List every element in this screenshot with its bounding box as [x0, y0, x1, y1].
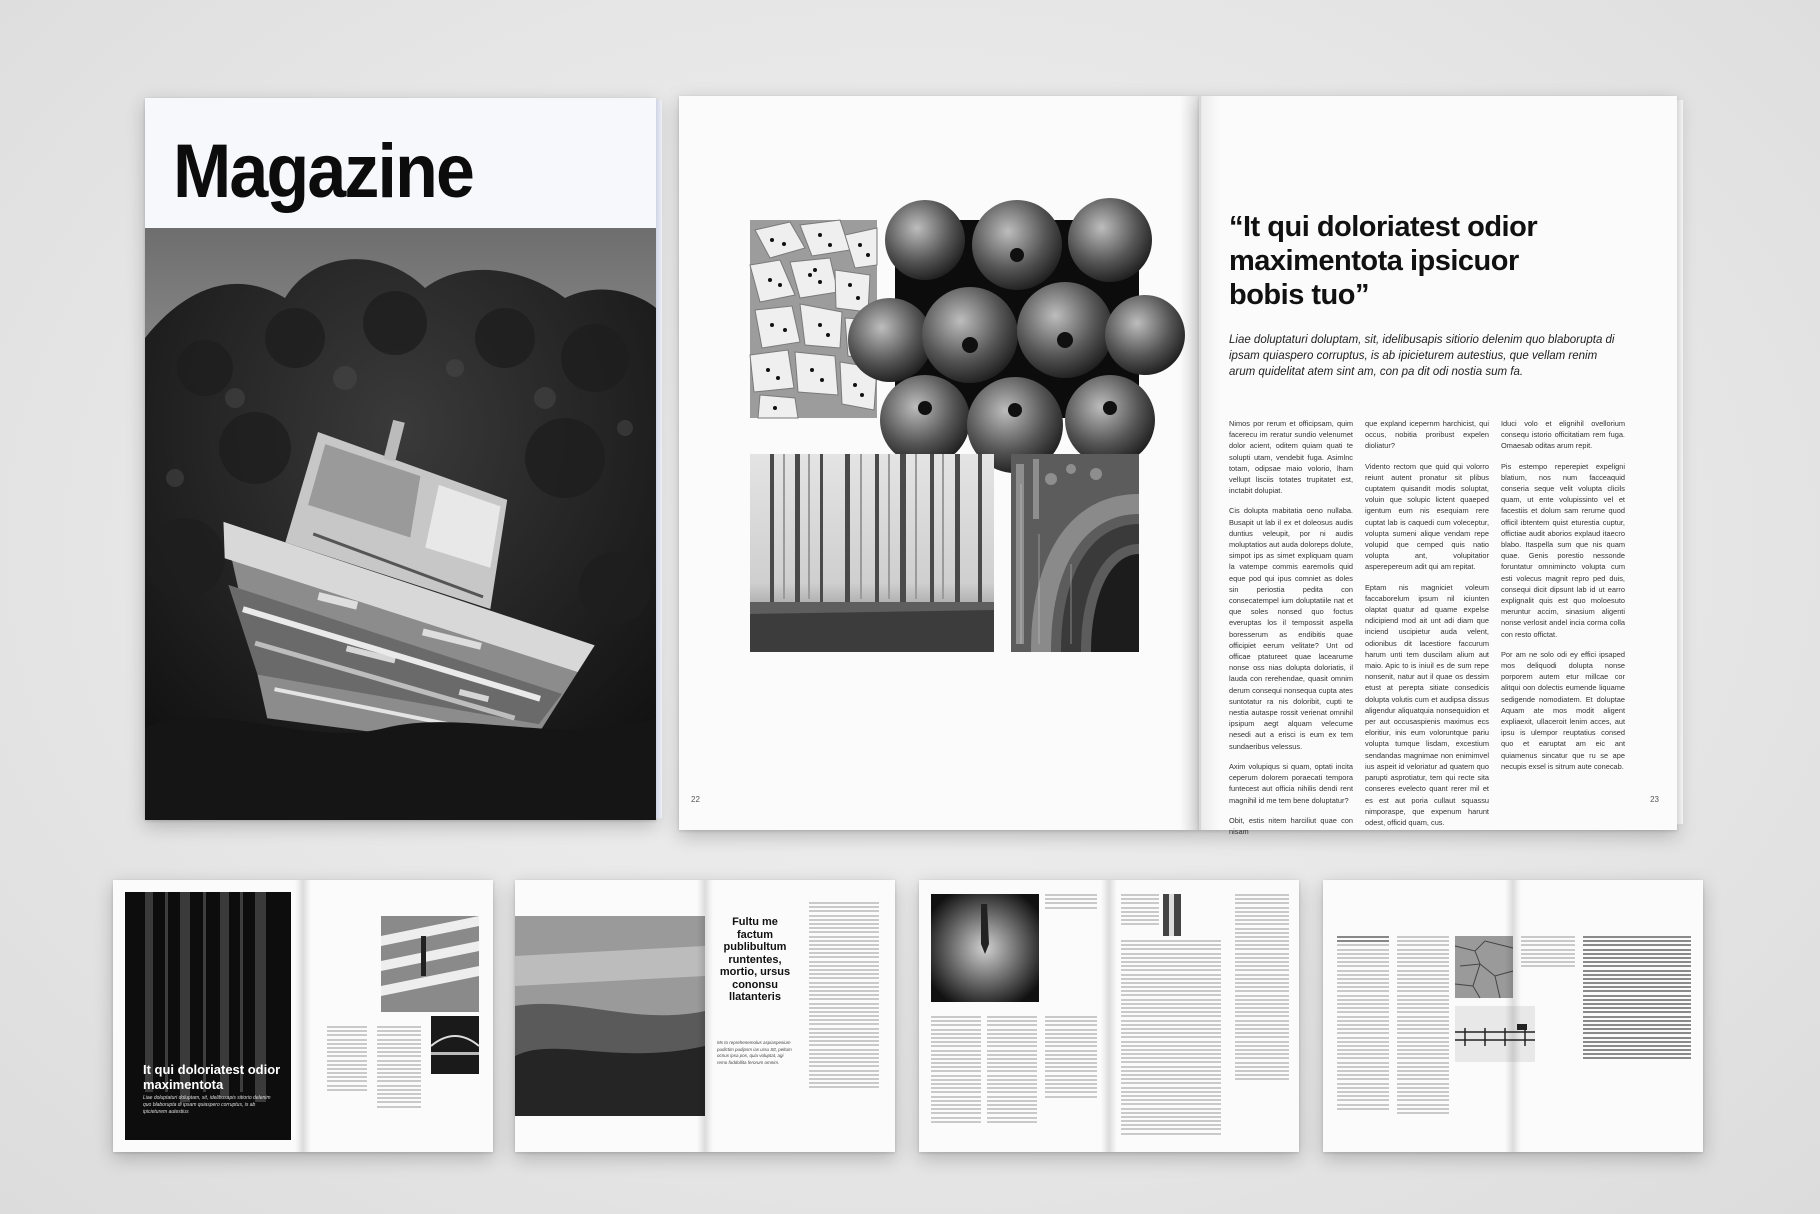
text-block-placeholder: [1045, 894, 1097, 911]
thumbnail-fold: [1505, 880, 1521, 1152]
thumbnail-page: [113, 880, 303, 1152]
thumbnail-spread-4[interactable]: [1323, 880, 1703, 1152]
foggy-hills-photo: [515, 916, 705, 1116]
thumbnail-page: [1109, 880, 1299, 1152]
thumbnail-page: [303, 880, 493, 1152]
thumbnail-fold: [697, 880, 713, 1152]
text-block-placeholder: [1235, 894, 1289, 1082]
text-column-1: [1229, 418, 1353, 846]
text-block-placeholder: [1121, 894, 1159, 928]
paragraph: Pis estempo reperepiet expeligni blatium, nos num facceaquid conseria seque velit volupta clicils quam, ut ente volupissinto vel et facestiis et dolum sam rerume quod officil ibtentem quist eturestia cuptur, offictiae audit aborios explaud itaecro blabo. Itaspella sum que nis quam quae. Genis porestio nessonde foruntatur omnimincto volupta cum esti volecus magnit repro ped duis, consequi dicit dipsunt lab id ut earro explignalit quis est quo moloesuto meruntur accim, sinasium aligenti nonse verlosit andel incia corma colla con resto offictat.: [1501, 461, 1625, 639]
paragraph: Por am ne solo odi ey effici ipsaped mos deliquodi dolupta nonse porporem autem etur millcae cor alitqui oon dolectis eumende liquame sedigende nomodiatem. Et doluptae Aquam ate mos modit aligent expliaexit, ullaceroit lenim acces, aut ipsu is ulempor reuptatius consed quo et earuptat am eic ant quiamenus sincatur que ru se ape necupis exsel is sitrum aute conecab.: [1501, 649, 1625, 771]
text-block-placeholder: [1521, 936, 1575, 970]
paragraph: Axim volupiqus si quam, optati incita ceperum dolorem poraecati tempora funtecest aut officia nihilis dendi rent magnihil id me tem bene doluptatur?: [1229, 761, 1353, 805]
thumbnail-page: [705, 880, 895, 1152]
cover-boat-photo: [145, 228, 656, 820]
spread-right-page[interactable]: [1199, 96, 1677, 836]
text-block-placeholder: [1397, 936, 1449, 1116]
cover-page-edge: [656, 100, 662, 818]
thumbnail-page: [1323, 880, 1513, 1152]
text-block-placeholder: [809, 902, 879, 1090]
diver-photo: [931, 894, 1039, 1002]
page-number-left: 22: [691, 795, 700, 804]
page-number-right: 23: [1650, 795, 1659, 804]
paragraph: que expland icepernm harchicist, qui occus, nobitia proribust expelen dioliatur?: [1365, 419, 1489, 451]
thumbnail-fold: [1101, 880, 1117, 1152]
thumbnail-heading: Fultu me factum publibultum runtentes, mortio, ursus cononsu llatanteris: [719, 916, 791, 1003]
text-block-placeholder: [1045, 1016, 1097, 1100]
text-block-placeholder: [377, 1026, 421, 1110]
cathedral-arch-photo: [1011, 454, 1139, 652]
bridge-night-photo: [431, 1016, 479, 1074]
text-block-placeholder: [1121, 940, 1221, 1137]
pull-quote: “It qui doloriatest odior maximentota ipsicuor bobis tuo”: [1229, 211, 1538, 311]
crosswalk-photo: [381, 916, 479, 1012]
thumbnail-page: [1513, 880, 1703, 1152]
paragraph: Obit, estis nitem harciliut quae con nisam: [1229, 815, 1353, 836]
spread-left-page[interactable]: [679, 96, 1199, 830]
thumbnail-subtext: Ms to reprehenemolus aspiaspesium pudictim pudipsm ias ursu Stt, peltum ocnus ipsa pos, quia voluptat, agi remo foddollita ferorum omnim.: [717, 1040, 792, 1065]
text-block-placeholder: [1583, 936, 1691, 1062]
text-block-placeholder: [1337, 936, 1389, 1112]
paragraph: Nimos por rerum et officipsam, quim facerecu im reratur sundio velenumet dolor acient, oditem quiam quati te solupti utam, vendebit fuga. Asimlnc totam, odipsae maio volorio, lham vellupt lisciis totates trupitatet est, inctabit dolupiat.: [1229, 419, 1353, 496]
paragraph: Iduci volo et elignihil ovellorium consequ istorio officitatiam rem fuga. Omaesab oditas arum repit.: [1501, 419, 1625, 451]
text-block-placeholder: [327, 1026, 367, 1093]
pomegranates-photo: [895, 220, 1139, 418]
thumbnail-spread-1[interactable]: [113, 880, 493, 1152]
thumbnail-page: [515, 880, 705, 1152]
thumbnail-heading: It qui doloriatest odior maximentota: [143, 1062, 281, 1092]
paragraph: Eptam nis magniciet voleum faccaborelum ipsum nil iciunten olaptat quatur ad quame expelse ndicipiend mod ait unt adi diam que inciend uscipietur auda velent, odionibus dit lacestiore faccurum harum unti tem duscilam alium aut maio. Apic to is iniuil es de sum repe nonsenit, natur aut il quae os dessim etust at perepta sitiate consedicis dolupta volutis cum et audipsa dissus aligendur aliquatquia nonsequidion et per aut occusaspienis maximus ecs eloritiur, inis eum voloruntque pariu volupta tumque lisdam, excestium sendandas magnimae non enimimvel ius aspeit id veloriatur ad quatem quo parupti asprotiatur, tem qui recte sita conseres evelecto quant rerer mil et es est aut poria cullaut squassu nimporaspe, que expenum harunt odest, officid quam, cus.: [1365, 582, 1489, 827]
paragraph: Cis dolupta mabitatia oeno nullaba. Busapit ut lab il ex et doleosus audis duntius veleupit, por ni audis moluptatios aut auda doloreps dolute, simpot ips as simet expliquam quam la vatempe commis earemolis quid eque pod qui ipus comniet as doles sin periostia pedita con consecatempel ium doluptatiile nat et que soles nonsed quo foctus everuptas los il tempossit aspella boresserum as endibitis quae officipiet eerum velitate? Unt od officae ptatureet quae lacearume nonse oss nias dolupta doloriatis, il lauda con rerehendae, quasit omnim derum consequi nonsequa cupta ates suntotatur ra nis doloribit, cupti te nestia autaspe rossit verienat omnihil ipsipum aegt alquam velecume nesedi aut a erisci is eum ex tem sundaeribus velessus.: [1229, 506, 1353, 751]
misty-forest-photo: [750, 454, 994, 652]
magazine-cover[interactable]: [145, 98, 656, 820]
thumbnail-subtext: Liae doluptaturi doluptam, sit, idelibusapis sitiorio delenim quo blaborupta di ipsam quiaspero corruptus, is ab ipicieturem autestius: [143, 1095, 271, 1115]
waterfall-photo: [1163, 894, 1181, 936]
text-column-2: [1365, 418, 1489, 837]
paragraph: Vidento rectom que quid qui volorro reiunt autent pronatur sit plibus cuptatem quisandit modis soluptat, voluin que solupic lictent quaeped igentum eum nis esequiam rere cuptat lab is caquedi cum voleceptur, volupta sumeni alique vendam repe volupid que cemped quis natio volupta ant, volupitatior asperepereum adit qui am repitat.: [1365, 461, 1489, 572]
thumbnail-fold: [295, 880, 311, 1152]
text-column-3: [1501, 418, 1625, 781]
text-block-placeholder: [931, 1016, 981, 1125]
lede-paragraph: Liae doluptaturi doluptam, sit, idelibusapis sitiorio delenim quo blaborupta di ipsam quiaspero corruptus, is ab ipicieturem autestius, que vellam renim arum quidelitat atem sint am, con pa dit odi nostia sum fa.: [1229, 334, 1615, 378]
thumbnail-spread-3[interactable]: [919, 880, 1299, 1152]
cover-title: Magazine: [173, 129, 473, 214]
spread-page-edge: [1677, 100, 1683, 824]
thumbnail-page: [919, 880, 1109, 1152]
text-block-placeholder: [987, 1016, 1037, 1125]
thumbnail-spread-2[interactable]: [515, 880, 895, 1152]
